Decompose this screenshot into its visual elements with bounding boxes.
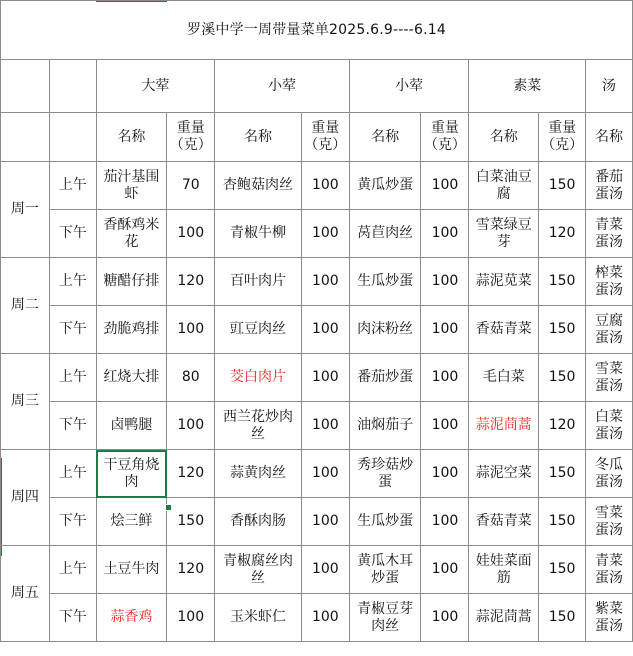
- qty-header-cell[interactable]: 重量（克）: [539, 113, 586, 162]
- name-header-cell[interactable]: 名称: [469, 113, 539, 162]
- name-header-cell[interactable]: 名称: [586, 113, 633, 162]
- dish-name-cell[interactable]: 干豆角烧肉: [96, 450, 167, 498]
- dish-name-cell[interactable]: 糖醋仔排: [96, 258, 167, 306]
- category-header-cell[interactable]: 大荤: [96, 60, 215, 113]
- dish-name-cell[interactable]: 榨菜蛋汤: [586, 258, 633, 306]
- dish-qty-cell[interactable]: 120: [167, 258, 215, 306]
- dish-name-cell[interactable]: 肉沫粉丝: [349, 306, 421, 354]
- qty-header-cell[interactable]: 重量（克）: [421, 113, 469, 162]
- dish-name-cell[interactable]: 香菇青菜: [469, 306, 539, 354]
- dish-qty-cell[interactable]: 100: [301, 450, 349, 498]
- category-header-cell[interactable]: 小荤: [215, 60, 350, 113]
- dish-name-cell[interactable]: 香菇青菜: [469, 498, 539, 546]
- dish-name-cell[interactable]: 雪菜蛋汤: [586, 354, 633, 402]
- qty-header-cell[interactable]: 重量（克）: [167, 113, 215, 162]
- meal-time-cell[interactable]: 上午: [49, 258, 96, 306]
- day-label-cell[interactable]: 周三: [1, 354, 50, 450]
- dish-name-cell[interactable]: 蒜泥苋菜: [469, 258, 539, 306]
- dish-qty-cell[interactable]: 100: [421, 162, 469, 210]
- dish-qty-cell[interactable]: 100: [301, 498, 349, 546]
- dish-qty-cell[interactable]: 120: [167, 546, 215, 594]
- dish-name-cell[interactable]: 番茄炒蛋: [349, 354, 421, 402]
- name-header-cell[interactable]: 名称: [96, 113, 167, 162]
- dish-name-cell[interactable]: 蒜香鸡: [96, 594, 167, 642]
- dish-qty-cell[interactable]: 100: [301, 162, 349, 210]
- dish-qty-cell[interactable]: 150: [539, 162, 586, 210]
- dish-name-cell[interactable]: 雪菜蛋汤: [586, 498, 633, 546]
- selection-fill-handle[interactable]: [165, 504, 172, 511]
- dish-name-cell[interactable]: 青椒牛柳: [215, 210, 302, 258]
- category-header-cell[interactable]: 素菜: [469, 60, 586, 113]
- dish-name-cell[interactable]: 黄瓜木耳炒蛋: [349, 546, 421, 594]
- dish-qty-cell[interactable]: 100: [421, 450, 469, 498]
- dish-qty-cell[interactable]: 100: [421, 546, 469, 594]
- dish-name-cell[interactable]: 茄汁基围虾: [96, 162, 167, 210]
- dish-name-cell[interactable]: 娃娃菜面筋: [469, 546, 539, 594]
- dish-qty-cell[interactable]: 100: [301, 546, 349, 594]
- dish-name-cell[interactable]: 秀珍菇炒蛋: [349, 450, 421, 498]
- dish-name-cell[interactable]: 杏鲍菇肉丝: [215, 162, 302, 210]
- day-label-cell[interactable]: 周一: [1, 162, 50, 258]
- dish-name-cell[interactable]: 番茄蛋汤: [586, 162, 633, 210]
- dish-qty-cell[interactable]: 120: [539, 402, 586, 450]
- dish-name-cell[interactable]: 百叶肉片: [215, 258, 302, 306]
- empty-cell[interactable]: [49, 60, 96, 113]
- dish-qty-cell[interactable]: 100: [301, 210, 349, 258]
- empty-cell[interactable]: [1, 113, 50, 162]
- dish-qty-cell[interactable]: 100: [421, 594, 469, 642]
- meal-time-cell[interactable]: 上午: [49, 162, 96, 210]
- meal-time-cell[interactable]: 上午: [49, 354, 96, 402]
- dish-name-cell[interactable]: 青椒腐丝肉丝: [215, 546, 302, 594]
- dish-qty-cell[interactable]: 150: [539, 258, 586, 306]
- qty-header-cell[interactable]: 重量（克）: [301, 113, 349, 162]
- dish-qty-cell[interactable]: 120: [167, 450, 215, 498]
- dish-qty-cell[interactable]: 100: [301, 306, 349, 354]
- dish-qty-cell[interactable]: 150: [539, 498, 586, 546]
- empty-cell[interactable]: [1, 60, 50, 113]
- dish-name-cell[interactable]: 土豆牛肉: [96, 546, 167, 594]
- dish-name-cell[interactable]: 卤鸭腿: [96, 402, 167, 450]
- dish-name-cell[interactable]: 毛白菜: [469, 354, 539, 402]
- category-header-cell[interactable]: 小荤: [349, 60, 469, 113]
- menu-title-cell[interactable]: 罗溪中学一周带量菜单2025.6.9----6.14: [1, 1, 633, 60]
- dish-name-cell[interactable]: 生瓜炒蛋: [349, 498, 421, 546]
- dish-name-cell[interactable]: 青菜蛋汤: [586, 210, 633, 258]
- dish-qty-cell[interactable]: 150: [539, 354, 586, 402]
- dish-name-cell[interactable]: 青菜蛋汤: [586, 546, 633, 594]
- dish-name-cell[interactable]: 茭白肉片: [215, 354, 302, 402]
- dish-name-cell[interactable]: 红烧大排: [96, 354, 167, 402]
- dish-qty-cell[interactable]: 150: [539, 594, 586, 642]
- dish-qty-cell[interactable]: 100: [301, 354, 349, 402]
- dish-name-cell[interactable]: 烩三鲜: [96, 498, 167, 546]
- dish-name-cell[interactable]: 蒜泥空菜: [469, 450, 539, 498]
- dish-name-cell[interactable]: 劲脆鸡排: [96, 306, 167, 354]
- dish-qty-cell[interactable]: 100: [421, 210, 469, 258]
- dish-name-cell[interactable]: 香酥鸡米花: [96, 210, 167, 258]
- dish-name-cell[interactable]: 蒜黄肉丝: [215, 450, 302, 498]
- meal-time-cell[interactable]: 上午: [49, 546, 96, 594]
- dish-qty-cell[interactable]: 100: [421, 306, 469, 354]
- meal-time-cell[interactable]: 下午: [49, 210, 96, 258]
- dish-qty-cell[interactable]: 100: [421, 258, 469, 306]
- dish-name-cell[interactable]: 雪菜绿豆芽: [469, 210, 539, 258]
- dish-name-cell[interactable]: 油焖茄子: [349, 402, 421, 450]
- dish-name-cell[interactable]: 青椒豆芽肉丝: [349, 594, 421, 642]
- dish-qty-cell[interactable]: 70: [167, 162, 215, 210]
- dish-name-cell[interactable]: 蒜泥茼蒿: [469, 594, 539, 642]
- dish-name-cell[interactable]: 香酥肉肠: [215, 498, 302, 546]
- dish-name-cell[interactable]: 玉米虾仁: [215, 594, 302, 642]
- dish-qty-cell[interactable]: 150: [539, 450, 586, 498]
- dish-qty-cell[interactable]: 100: [301, 258, 349, 306]
- dish-qty-cell[interactable]: 150: [539, 546, 586, 594]
- dish-name-cell[interactable]: 西兰花炒肉丝: [215, 402, 302, 450]
- dish-name-cell[interactable]: 冬瓜蛋汤: [586, 450, 633, 498]
- dish-qty-cell[interactable]: 100: [167, 594, 215, 642]
- dish-qty-cell[interactable]: 100: [167, 210, 215, 258]
- name-header-cell[interactable]: 名称: [215, 113, 302, 162]
- meal-time-cell[interactable]: 下午: [49, 594, 96, 642]
- dish-qty-cell[interactable]: 100: [167, 306, 215, 354]
- day-label-cell[interactable]: 周二: [1, 258, 50, 354]
- dish-name-cell[interactable]: 白菜油豆腐: [469, 162, 539, 210]
- dish-qty-cell[interactable]: 120: [539, 210, 586, 258]
- day-label-cell[interactable]: 周四: [1, 450, 50, 546]
- dish-qty-cell[interactable]: 100: [421, 498, 469, 546]
- meal-time-cell[interactable]: 上午: [49, 450, 96, 498]
- dish-qty-cell[interactable]: 100: [421, 402, 469, 450]
- dish-qty-cell[interactable]: 150: [167, 498, 215, 546]
- dish-qty-cell[interactable]: 80: [167, 354, 215, 402]
- dish-name-cell[interactable]: 莴苣肉丝: [349, 210, 421, 258]
- dish-name-cell[interactable]: 生瓜炒蛋: [349, 258, 421, 306]
- day-label-cell[interactable]: 周五: [1, 546, 50, 642]
- category-header-cell[interactable]: 汤: [586, 60, 633, 113]
- empty-cell[interactable]: [49, 113, 96, 162]
- meal-time-cell[interactable]: 下午: [49, 306, 96, 354]
- dish-qty-cell[interactable]: 100: [301, 594, 349, 642]
- dish-name-cell[interactable]: 豆腐蛋汤: [586, 306, 633, 354]
- dish-name-cell[interactable]: 紫菜蛋汤: [586, 594, 633, 642]
- dish-name-cell[interactable]: 黄瓜炒蛋: [349, 162, 421, 210]
- dish-name-cell[interactable]: 豇豆肉丝: [215, 306, 302, 354]
- dish-qty-cell[interactable]: 100: [421, 354, 469, 402]
- meal-time-cell[interactable]: 下午: [49, 498, 96, 546]
- name-header-cell[interactable]: 名称: [349, 113, 421, 162]
- dish-name-cell[interactable]: 蒜泥茼蒿: [469, 402, 539, 450]
- dish-qty-cell[interactable]: 150: [539, 306, 586, 354]
- meal-time-cell[interactable]: 下午: [49, 402, 96, 450]
- dish-qty-cell[interactable]: 100: [301, 402, 349, 450]
- dish-name-cell[interactable]: 白菜蛋汤: [586, 402, 633, 450]
- dish-qty-cell[interactable]: 100: [167, 402, 215, 450]
